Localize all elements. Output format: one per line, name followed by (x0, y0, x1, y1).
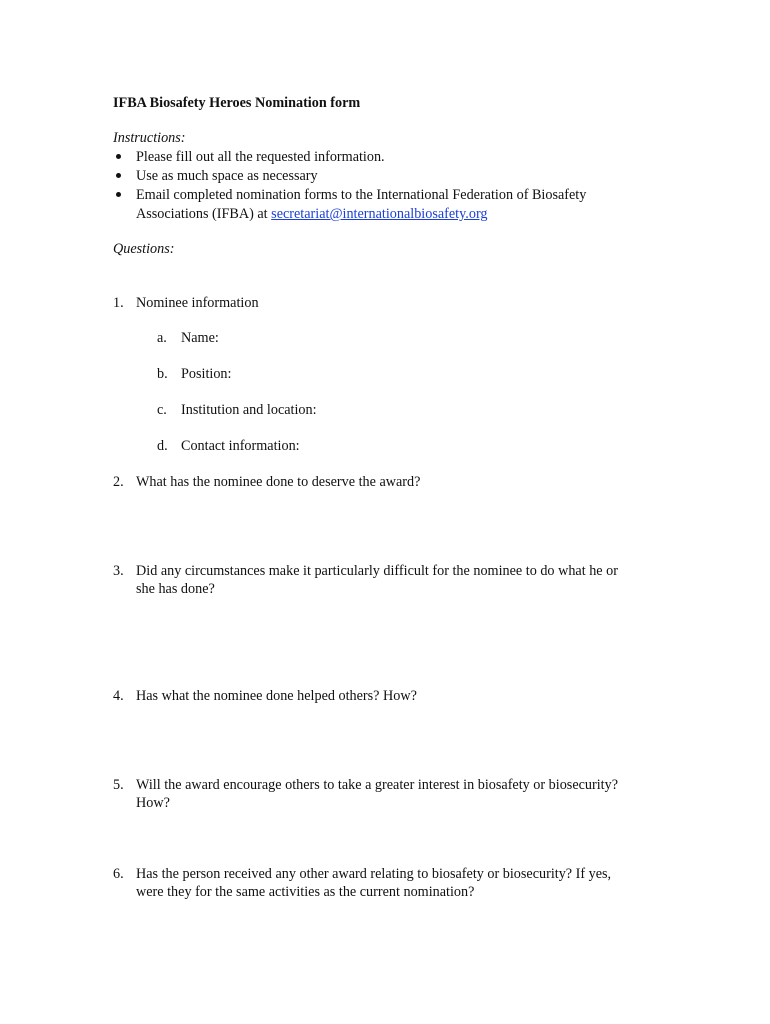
question-text-continued: How? (136, 795, 170, 811)
sub-question-letter: b. (157, 366, 168, 382)
sub-question-position: Position: (181, 366, 232, 382)
bullet-icon (116, 154, 121, 159)
form-title: IFBA Biosafety Heroes Nomination form (113, 95, 361, 111)
question-number: 4. (113, 688, 124, 704)
sub-question-contact: Contact information: (181, 438, 300, 454)
question-text-continued: were they for the same activities as the current nomination? (136, 884, 475, 900)
questions-heading: Questions: (113, 241, 175, 257)
question-number: 1. (113, 295, 124, 311)
question-text-continued: she has done? (136, 581, 215, 597)
sub-question-letter: d. (157, 438, 168, 454)
question-text: Did any circumstances make it particularly difficult for the nominee to do what he or (136, 563, 618, 579)
instructions-heading: Instructions: (113, 130, 186, 146)
instruction-item-continued (136, 205, 488, 223)
sub-question-letter: c. (157, 402, 167, 418)
sub-question-name: Name: (181, 330, 219, 346)
instruction-item: Please fill out all the requested information. (136, 149, 385, 165)
sub-question-institution: Institution and location: (181, 402, 317, 418)
bullet-icon (116, 192, 121, 197)
sub-question-letter: a. (157, 330, 167, 346)
question-number: 6. (113, 866, 124, 882)
question-number: 5. (113, 777, 124, 793)
question-text: Nominee information (136, 295, 259, 311)
instruction-text: Associations (IFBA) at (136, 206, 272, 222)
instruction-item: Use as much space as necessary (136, 168, 318, 184)
question-text: Will the award encourage others to take a greater interest in biosafety or biosecurity? (136, 777, 619, 793)
question-number: 3. (113, 563, 124, 579)
question-text: What has the nominee done to deserve the award? (136, 474, 421, 490)
email-link[interactable]: secretariat@internationalbiosafety.org (271, 206, 488, 222)
question-number: 2. (113, 474, 124, 490)
question-text: Has the person received any other award relating to biosafety or biosecurity? If yes, (136, 866, 612, 882)
question-text: Has what the nominee done helped others? How? (136, 688, 417, 704)
bullet-icon (116, 173, 121, 178)
instruction-item: Email completed nomination forms to the International Federation of Biosafety (136, 187, 587, 203)
